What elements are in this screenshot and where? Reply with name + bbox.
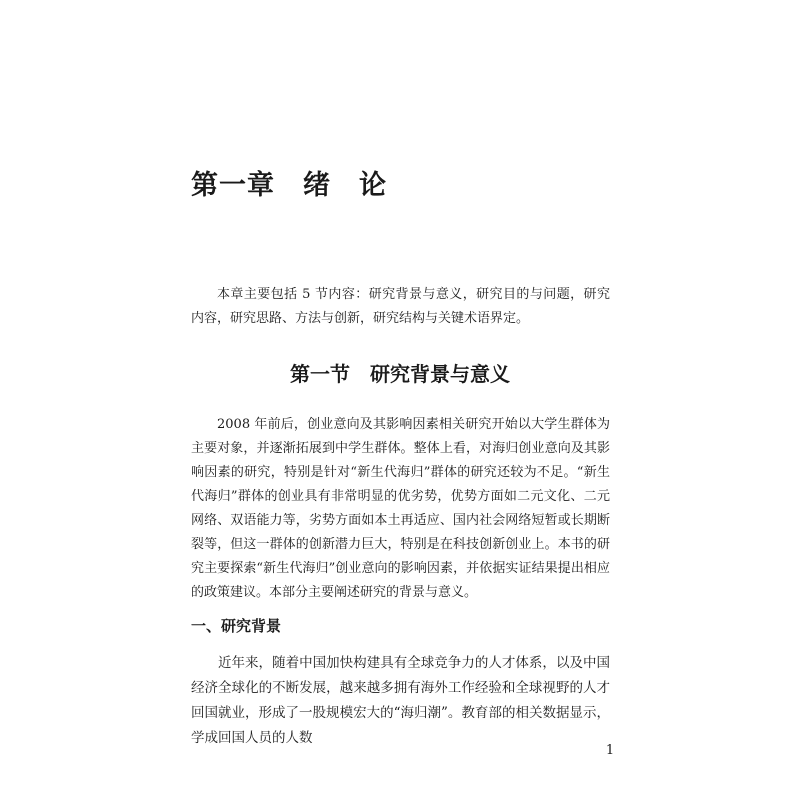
chapter-intro-paragraph: 本章主要包括 5 节内容：研究背景与意义，研究目的与问题，研究内容，研究思路、方法与创新，研究结构与关键术语界定。 xyxy=(191,287,610,326)
section-paragraph: 2008 年前后，创业意向及其影响因素相关研究开始以大学生群体为主要对象，并逐渐拓展到中学生群体。整体上看，对海归创业意向及其影响因素的研究，特别是针对“新生代海归”群体的研究还较为不足。“新生代海归”群体的创业具有非常明显的优劣势，优势方面如二元文化、二元网络、双语能力等，劣势方面如本土再适应、国内社会网络短暂或长期断裂等，但这一群体的创新潜力巨大，特别是在科技创新创业上。本书的研究主要探索“新生代海归”创业意向的影响因素，并依据实证结果提出相应的政策建议。本部分主要阐述研究的背景与意义。 xyxy=(191,417,610,600)
chapter-title: 第一章 绪 论 xyxy=(191,170,387,201)
subsection-paragraph: 近年来，随着中国加快构建具有全球竞争力的人才体系，以及中国经济全球化的不断发展，越来越多拥有海外工作经验和全球视野的人才回国就业，形成了一股规模宏大的“海归潮”。教育部的相关数据显示，学成回国人员的人数 xyxy=(191,655,610,746)
section-title: 第一节 研究背景与意义 xyxy=(290,362,510,386)
subsection-title: 一、研究背景 xyxy=(191,617,282,635)
page-number: 1 xyxy=(605,743,615,758)
